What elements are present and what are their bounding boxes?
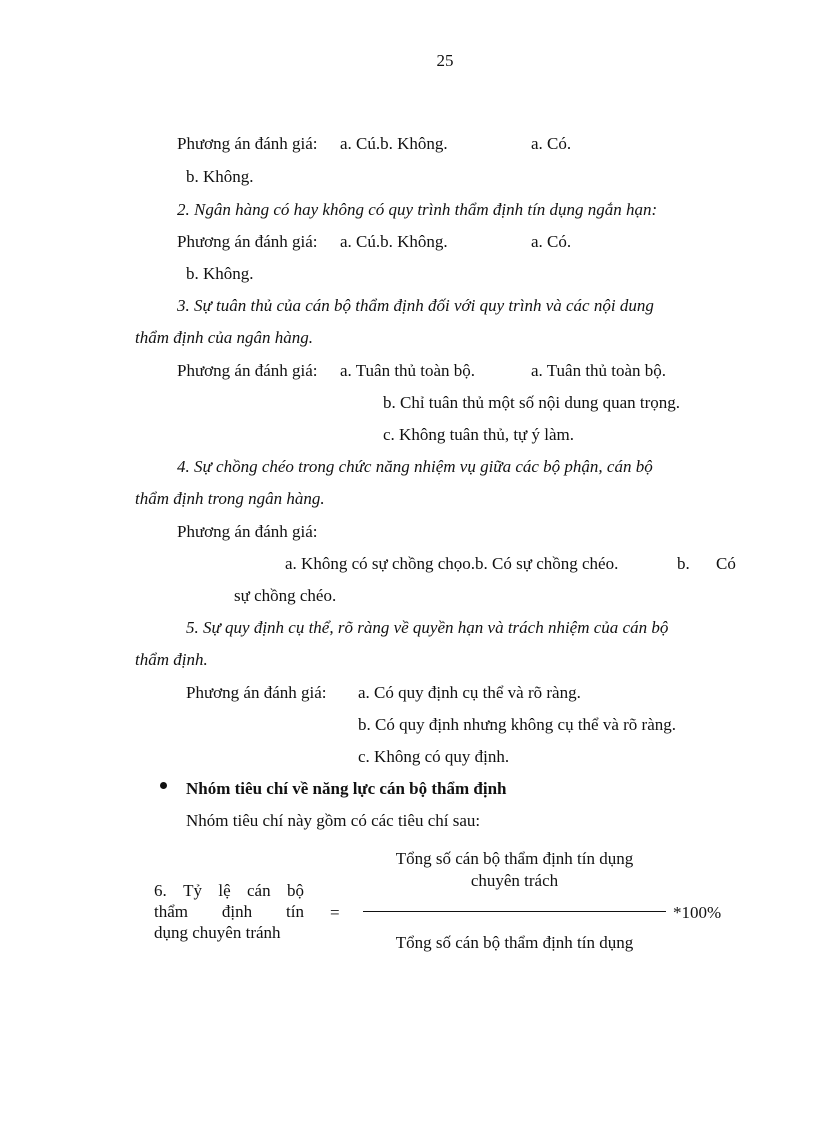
criterion-5-title: 5. Sự quy định cụ thể, rõ ràng về quyền hạn và trách nhiệm của cán bộ bbox=[186, 618, 669, 637]
formula-label-word: Tỷ bbox=[183, 881, 202, 900]
formula-numerator: Tổng số cán bộ thẩm định tín dụng bbox=[395, 849, 634, 868]
section-intro: Nhóm tiêu chí này gồm có các tiêu chí sau: bbox=[186, 811, 481, 830]
evaluation-option-b: b. Không. bbox=[186, 264, 254, 283]
criterion-3-title-cont: thẩm định của ngân hàng. bbox=[135, 328, 314, 347]
evaluation-option-b-cont: sự chồng chéo. bbox=[234, 586, 337, 605]
evaluation-option-b: b. Có quy định nhưng không cụ thể và rõ ràng. bbox=[358, 715, 677, 734]
evaluation-option-a: a. Có. bbox=[531, 232, 572, 251]
evaluation-option-a: a. Có. bbox=[531, 134, 572, 153]
evaluation-option-c: c. Không có quy định. bbox=[358, 747, 510, 766]
formula-denominator: Tổng số cán bộ thẩm định tín dụng bbox=[395, 933, 634, 952]
formula-label-word: bộ bbox=[286, 881, 304, 900]
criterion-4-title-cont: thẩm định trong ngân hàng. bbox=[135, 489, 325, 508]
formula-label-word: 6. bbox=[154, 881, 167, 900]
formula-numerator-cont: chuyên trách bbox=[470, 871, 559, 890]
criterion-2-title: 2. Ngân hàng có hay không có quy trình thẩm định tín dụng ngắn hạn: bbox=[177, 200, 658, 219]
formula-multiplier: *100% bbox=[673, 903, 722, 922]
evaluation-option-a: a. Tuân thủ toàn bộ. bbox=[531, 361, 667, 380]
bullet-icon bbox=[160, 782, 167, 789]
evaluation-option-c: c. Không tuân thủ, tự ý làm. bbox=[383, 425, 574, 444]
evaluation-label: Phương án đánh giá: bbox=[177, 232, 318, 251]
evaluation-label: Phương án đánh giá: bbox=[177, 361, 318, 380]
evaluation-options: a. Cú.b. Không. bbox=[340, 232, 448, 251]
section-heading: Nhóm tiêu chí về năng lực cán bộ thẩm định bbox=[186, 779, 507, 798]
formula-label-word: cán bbox=[247, 881, 271, 900]
evaluation-option-b: b. Chỉ tuân thủ một số nội dung quan trọng. bbox=[383, 393, 681, 412]
fraction-bar bbox=[363, 911, 666, 912]
page-number: 25 bbox=[436, 51, 454, 70]
formula-label-word: lệ bbox=[218, 881, 231, 900]
formula-label-word: tín bbox=[286, 902, 304, 921]
formula-equals: = bbox=[330, 903, 340, 922]
evaluation-options: a. Không có sự chồng chọo.b. Có sự chồng chéo. bbox=[285, 554, 619, 573]
criterion-4-title: 4. Sự chồng chéo trong chức năng nhiệm vụ giữa các bộ phận, cán bộ bbox=[177, 457, 653, 476]
evaluation-label: Phương án đánh giá: bbox=[177, 522, 318, 541]
formula-label-line: dụng chuyên tránh bbox=[154, 923, 281, 942]
evaluation-options: a. Tuân thủ toàn bộ. bbox=[340, 361, 476, 380]
formula-label-word: thẩm bbox=[154, 902, 188, 921]
evaluation-option-b-text: Có bbox=[716, 554, 736, 573]
formula-label bbox=[154, 880, 304, 943]
criterion-3-title: 3. Sự tuân thủ của cán bộ thẩm định đối với quy trình và các nội dung bbox=[177, 296, 654, 315]
evaluation-options: a. Cú.b. Không. bbox=[340, 134, 448, 153]
evaluation-option-a: a. Có quy định cụ thể và rõ ràng. bbox=[358, 683, 581, 702]
evaluation-option-b: b. Không. bbox=[186, 167, 254, 186]
evaluation-label: Phương án đánh giá: bbox=[177, 134, 318, 153]
formula-label-word: định bbox=[221, 902, 253, 921]
criterion-5-title-cont: thẩm định. bbox=[135, 650, 208, 669]
evaluation-option-b-marker: b. bbox=[677, 554, 690, 573]
evaluation-label: Phương án đánh giá: bbox=[186, 683, 327, 702]
